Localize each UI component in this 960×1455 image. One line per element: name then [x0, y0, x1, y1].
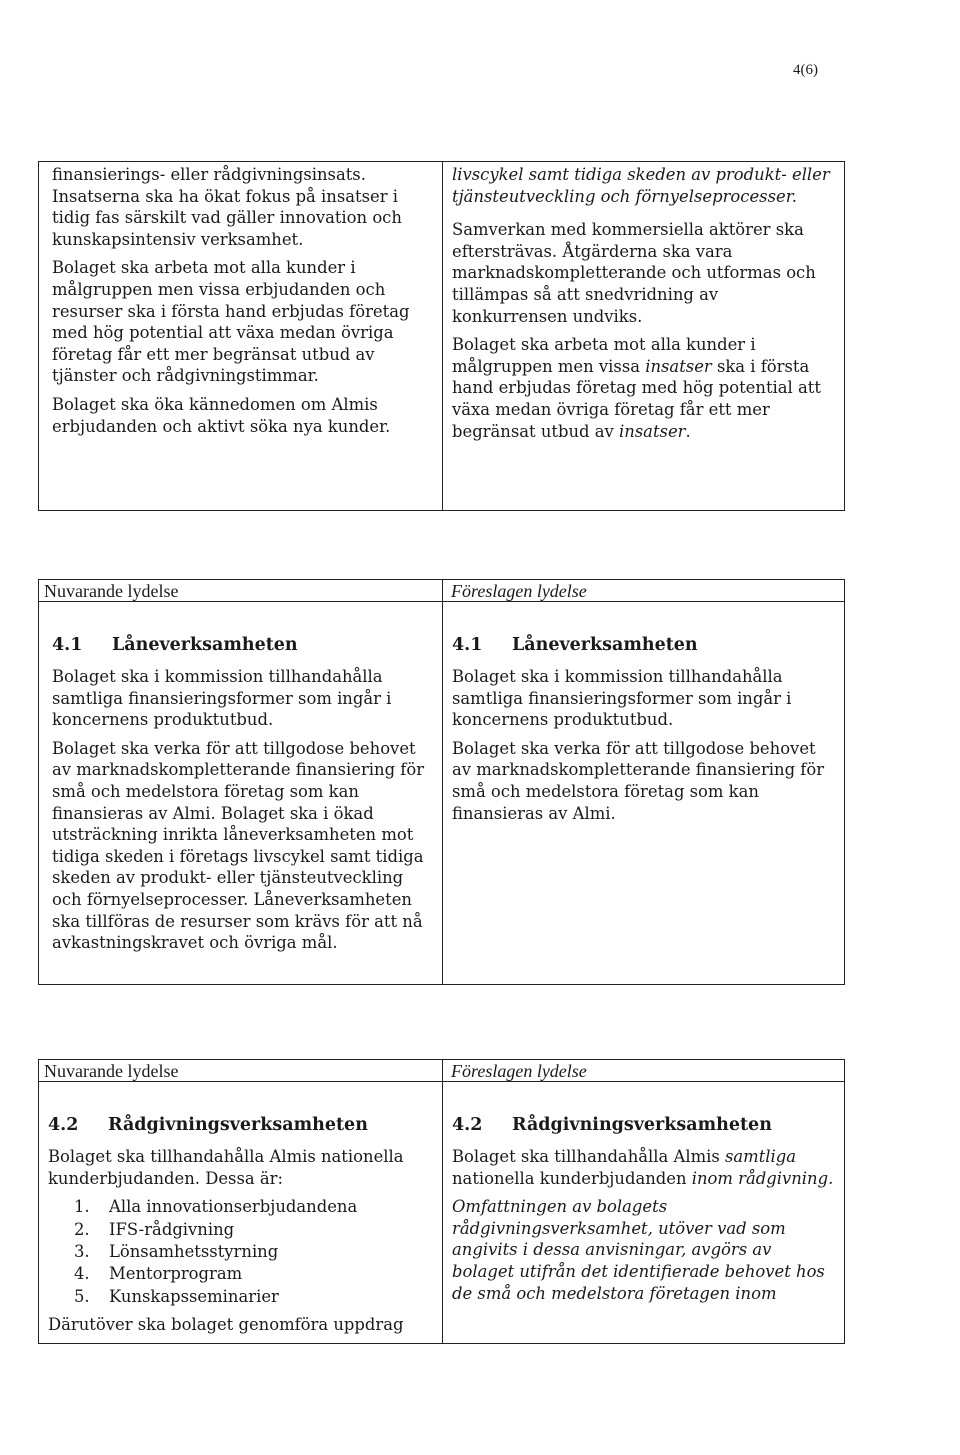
offer-list-number: 1. — [74, 1197, 90, 1217]
top-right-p3: Bolaget ska arbeta mot alla kunder i målgruppen men vissa insatser ska i första hand erbjudas företag med hög potential att växa medan övriga företag får ett mer begränsat utbud av insatser. — [452, 335, 821, 441]
top-left-p1: finansierings- eller rådgivningsinsats. Insatserna ska ha ökat fokus på insatser i tidig fas särskilt vad gäller innovation och kunskapsintensiv verksamhet. — [52, 165, 402, 249]
section-42-offer-list — [48, 1196, 438, 1308]
section-41-right-heading: 4.1 Låneverksamheten — [452, 635, 698, 655]
top-right-p2: Samverkan med kommersiella aktörer ska eftersträvas. Åtgärderna ska vara marknadskompletterande och utformas och tillämpas så att snedvridning av konkurrensen undviks. — [452, 220, 816, 326]
section-42-header-left: Nuvarande lydelse — [44, 1061, 179, 1081]
offer-list-text: IFS-rådgivning — [109, 1219, 235, 1239]
offer-list-item — [48, 1219, 438, 1241]
section-41-left-heading: 4.1 Låneverksamheten — [52, 635, 298, 655]
section-42-right-heading: 4.2 Rådgivningsverksamheten — [452, 1115, 772, 1135]
section-41-left-cell — [52, 634, 437, 961]
section-42-left-heading: 4.2 Rådgivningsverksamheten — [48, 1115, 368, 1135]
section-42-right-cell — [452, 1114, 837, 1346]
section-42-header-right: Föreslagen lydelse — [451, 1061, 587, 1081]
section-41-right-p1: Bolaget ska i kommission tillhandahålla samtliga finansieringsformer som ingår i koncernens produktutbud. — [452, 667, 792, 730]
offer-list-item — [48, 1286, 438, 1308]
top-right-p1: livscykel samt tidiga skeden av produkt- eller tjänsteutveckling och förnyelseprocesser. — [452, 165, 830, 206]
offer-list-text: Kunskapsseminarier — [109, 1286, 279, 1306]
offer-list-text: Alla innovationserbjudandena — [109, 1197, 358, 1217]
offer-list-item — [48, 1241, 438, 1263]
top-left-p3: Bolaget ska öka kännedomen om Almis erbjudanden och aktivt söka nya kunder. — [52, 394, 391, 436]
section-41-divider — [442, 579, 443, 985]
top-right-cell — [452, 164, 832, 449]
section-42-right-p2: Omfattningen av bolagets rådgivningsverksamhet, utöver vad som angivits i dessa anvisningar, avgörs av bolaget utifrån det identifierade behovet hos de små och medelstora företagen inom — [452, 1197, 825, 1303]
section-42-left-p2: Därutöver ska bolaget genomföra uppdrag — [48, 1315, 404, 1335]
section-42-right-p1: Bolaget ska tillhandahålla Almis samtliga nationella kunderbjudanden inom rådgivning. — [452, 1147, 834, 1188]
top-left-p2: Bolaget ska arbeta mot alla kunder i målgruppen men vissa erbjudanden och resurser ska i första hand erbjudas företag med hög potential att växa medan övriga företag får ett mer begränsat utbud av tjänster och rådgivningstimmar. — [52, 258, 410, 386]
section-41-right-p2: Bolaget ska verka för att tillgodose behovet av marknadskompletterande finansiering för små och medelstora företag som kan finansieras av Almi. — [452, 738, 825, 823]
section-41-right-cell — [452, 634, 837, 831]
offer-list-item — [48, 1263, 438, 1285]
page-number: 4(6) — [793, 62, 818, 78]
section-41-header-right: Föreslagen lydelse — [451, 581, 587, 601]
top-left-cell — [52, 164, 437, 444]
section-42-divider — [442, 1059, 443, 1344]
section-42-left-cell — [48, 1114, 438, 1346]
offer-list-text: Lönsamhetsstyrning — [109, 1242, 279, 1261]
offer-list-number: 5. — [74, 1286, 90, 1306]
section-42-left-p1: Bolaget ska tillhandahålla Almis nationella kunderbjudanden. Dessa är: — [48, 1147, 404, 1188]
offer-list-number: 3. — [74, 1242, 90, 1261]
section-41-header-rule — [38, 601, 845, 602]
section-41-left-p2: Bolaget ska verka för att tillgodose behovet av marknadskompletterande finansiering för små och medelstora företag som kan finansieras av Almi. Bolaget ska i ökad utsträckning inrikta låneverksamheten mot tidiga skeden i företags livscykel samt tidiga skeden av produkt- eller tjänsteutveckling och förnyelseprocesser. Låneverksamheten ska tillföras de resurser som krävs för att nå avkastningskravet och övriga mål. — [52, 738, 425, 953]
offer-list-text: Mentorprogram — [109, 1264, 243, 1284]
section-41-left-p1: Bolaget ska i kommission tillhandahålla samtliga finansieringsformer som ingår i koncernens produktutbud. — [52, 667, 392, 730]
top-table-divider — [442, 161, 443, 511]
section-41-header-left: Nuvarande lydelse — [44, 581, 179, 601]
offer-list-number: 4. — [74, 1264, 90, 1284]
section-42-header-rule — [38, 1081, 845, 1082]
offer-list-item — [48, 1196, 438, 1218]
offer-list-number: 2. — [74, 1219, 90, 1239]
